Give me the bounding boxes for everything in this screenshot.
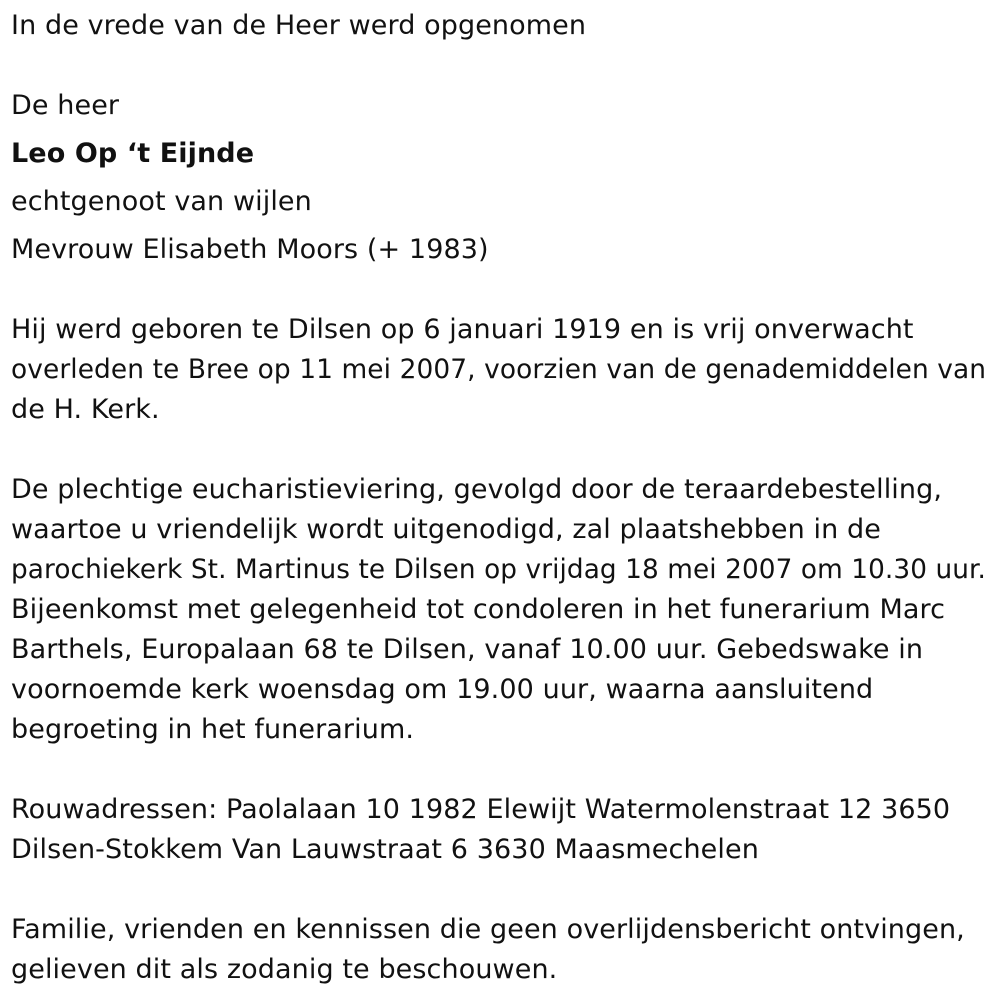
ceremony-line-2: waartoe u vriendelijk wordt uitgenodigd, zal plaatshebben in de: [11, 514, 881, 545]
ceremony-line-6: voornoemde kerk woensdag om 19.00 uur, waarna aansluitend: [11, 674, 874, 705]
birth-death-line-1: Hij werd geboren te Dilsen op 6 januari 1919 en is vrij onverwacht: [11, 314, 914, 345]
relation-line: echtgenoot van wijlen: [11, 186, 312, 217]
closing-line-2: gelieven dit als zodanig te beschouwen.: [11, 954, 558, 985]
ceremony-line-5: Barthels, Europalaan 68 te Dilsen, vanaf 10.00 uur. Gebedswake in: [11, 634, 924, 665]
birth-death-line-2: overleden te Bree op 11 mei 2007, voorzien van de genademiddelen van: [11, 354, 987, 385]
birth-death-line-3: de H. Kerk.: [11, 394, 160, 425]
intro-line: In de vrede van de Heer werd opgenomen: [11, 10, 587, 41]
deceased-name: Leo Op ‘t Eijnde: [11, 138, 255, 169]
addresses-line-2: Dilsen-Stokkem Van Lauwstraat 6 3630 Maasmechelen: [11, 834, 759, 865]
salutation-line: De heer: [11, 90, 120, 121]
ceremony-line-1: De plechtige eucharistieviering, gevolgd door de teraardebestelling,: [11, 474, 943, 505]
closing-line-1: Familie, vrienden en kennissen die geen overlijdensbericht ontvingen,: [11, 914, 965, 945]
ceremony-line-4: Bijeenkomst met gelegenheid tot condoleren in het funerarium Marc: [11, 594, 946, 625]
addresses-line-1: Rouwadressen: Paolalaan 10 1982 Elewijt Watermolenstraat 12 3650: [11, 794, 951, 825]
ceremony-line-3: parochiekerk St. Martinus te Dilsen op vrijdag 18 mei 2007 om 10.30 uur.: [11, 554, 986, 585]
spouse-line: Mevrouw Elisabeth Moors (+ 1983): [11, 234, 489, 265]
ceremony-line-7: begroeting in het funerarium.: [11, 714, 415, 745]
